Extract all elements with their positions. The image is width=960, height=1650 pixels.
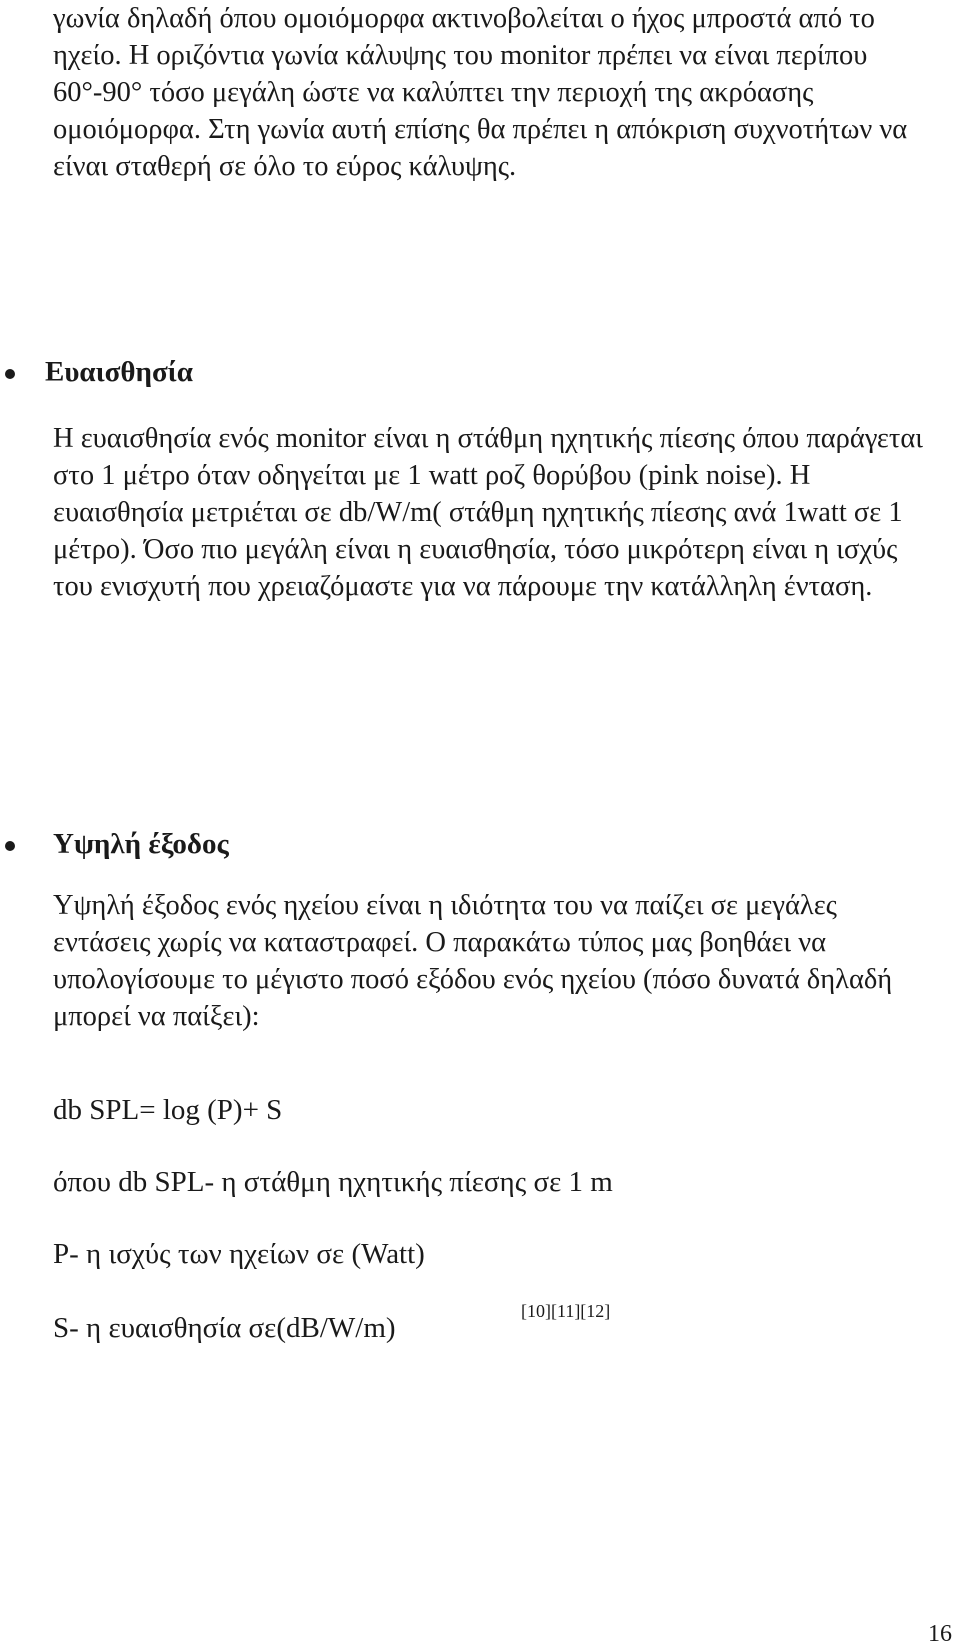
page-number: 16 — [928, 1621, 952, 1647]
definition-sensitivity: S- η ευαισθησία σε(dB/W/m) — [53, 1312, 396, 1344]
sensitivity-heading: Ευαισθησία — [45, 356, 193, 388]
high-output-paragraph: Υψηλή έξοδος ενός ηχείου είναι η ιδιότητα του να παίζει σε μεγάλες εντάσεις χωρίς να καταστραφεί. Ο παρακάτω τύπος μας βοηθάει να υπολογίσουμε το μέγιστο ποσό εξόδου ενός ηχείου (πόσο δυνατά δηλαδή μπορεί να παίξει): — [53, 890, 893, 1032]
top-paragraph: γωνία δηλαδή όπου ομοιόμορφα ακτινοβολείται ο ήχος μπροστά από το ηχείο. Η οριζόντια γωνία κάλυψης του monitor πρέπει να είναι περίπου 60°-90° τόσο μεγάλη ώστε να καλύπτει την περιοχή της ακρόασης ομοιόμορφα. Στη γωνία αυτή επίσης θα πρέπει η απόκριση συχνοτήτων να είναι σταθερή σε όλο το εύρος κάλυψης. — [53, 3, 908, 182]
definition-db-spl: όπου db SPL- η στάθμη ηχητικής πίεσης σε 1 m — [53, 1166, 613, 1198]
spl-formula: db SPL= log (P)+ S — [53, 1094, 283, 1126]
bullet-icon — [5, 369, 15, 379]
bullet-icon — [5, 841, 15, 851]
reference-citations: [10][11][12] — [521, 1301, 611, 1321]
definition-power: P- η ισχύς των ηχείων σε (Watt) — [53, 1238, 425, 1270]
sensitivity-paragraph: Η ευαισθησία ενός monitor είναι η στάθμη ηχητικής πίεσης όπου παράγεται στο 1 μέτρο όταν οδηγείται με 1 watt ροζ θορύβου (pink noise). Η ευαισθησία μετριέται σε db/W/m( στάθμη ηχητικής πίεσης ανά 1watt σε 1 μέτρο). Όσο πιο μεγάλη είναι η ευαισθησία, τόσο μικρότερη είναι η ισχύς του ενισχυτή που χρειαζόμαστε για να πάρουμε την κατάλληλη ένταση. — [53, 423, 923, 602]
high-output-heading: Υψηλή έξοδος — [53, 828, 229, 860]
